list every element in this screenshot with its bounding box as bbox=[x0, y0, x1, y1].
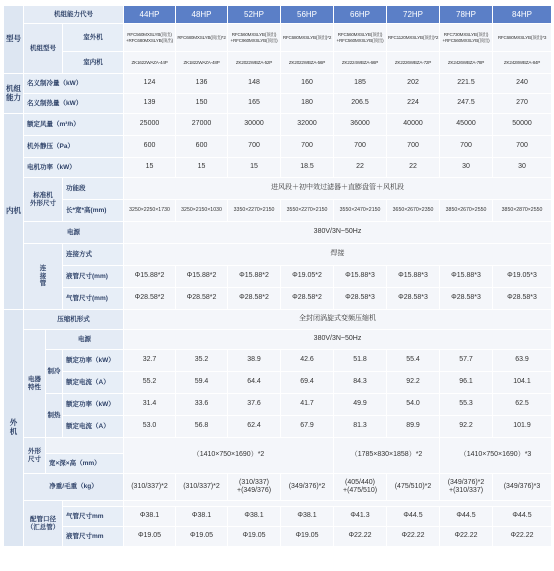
indoor-gas-value: Φ28.58*3 bbox=[440, 288, 493, 310]
heat-current-label: 额定电流（A） bbox=[63, 416, 124, 438]
heating-capacity-value: 150 bbox=[176, 94, 228, 114]
cool-current-value: 59.4 bbox=[176, 372, 228, 394]
indoor-power-label: 电源 bbox=[24, 222, 124, 244]
indoor-gas-label: 气管尺寸(mm) bbox=[63, 288, 124, 310]
pipe-group-label: 连 接 管 bbox=[24, 244, 63, 310]
indoor-liquid-value: Φ15.88*2 bbox=[124, 266, 176, 288]
dims-row bbox=[4, 200, 552, 222]
outdoor-gas-value: Φ38.1 bbox=[176, 507, 228, 527]
outdoor-gas-value: Φ41.3 bbox=[334, 507, 387, 527]
section-model: 型号 bbox=[4, 6, 24, 74]
indoor-gas-value: Φ28.58*3 bbox=[334, 288, 387, 310]
heat-current-value: 62.4 bbox=[228, 416, 281, 438]
elec-label: 电器 特性 bbox=[24, 330, 46, 438]
weight-value: (349/376)*3 bbox=[493, 474, 552, 501]
outdoor-liquid-row bbox=[4, 527, 552, 547]
cool-current-value: 55.2 bbox=[124, 372, 176, 394]
size-label: 外形 尺寸 bbox=[24, 438, 46, 474]
function-row bbox=[4, 178, 552, 200]
outdoor-gas-value: Φ44.5 bbox=[387, 507, 440, 527]
weight-value: (349/376)*2 bbox=[281, 474, 334, 501]
section-indoor: 内机 bbox=[4, 114, 24, 310]
outdoor-gas-value: Φ38.1 bbox=[124, 507, 176, 527]
indoor-power-value: 380V/3N~50Hz bbox=[124, 222, 552, 244]
cooling-capacity-value: 148 bbox=[228, 74, 281, 94]
heat-power-value: 31.4 bbox=[124, 394, 176, 416]
section-capacity: 机组 能力 bbox=[4, 74, 24, 114]
weight-value: (475/510)*2 bbox=[387, 474, 440, 501]
size-top-row bbox=[4, 438, 552, 454]
size-dims-label: 宽×深×高（mm） bbox=[46, 454, 124, 474]
outdoor-liquid-value: Φ19.05 bbox=[124, 527, 176, 547]
heat-power-value: 55.3 bbox=[440, 394, 493, 416]
pressure-value: 700 bbox=[493, 136, 552, 158]
weight-value: (310/337)*2 bbox=[124, 474, 176, 501]
indoor-liquid-value: Φ19.05*3 bbox=[493, 266, 552, 288]
pressure-value: 600 bbox=[124, 136, 176, 158]
cool-current-value: 64.4 bbox=[228, 372, 281, 394]
connection-label: 连接方式 bbox=[63, 244, 124, 266]
outdoor-liquid-value: Φ19.05 bbox=[176, 527, 228, 547]
heating-capacity-value: 139 bbox=[124, 94, 176, 114]
spec-table bbox=[3, 5, 552, 547]
motor-value: 22 bbox=[334, 158, 387, 178]
indoor-model: ZK2022WBZA-52P bbox=[228, 52, 281, 74]
motor-row bbox=[4, 158, 552, 178]
cool-current-value: 84.3 bbox=[334, 372, 387, 394]
cool-power-value: 32.7 bbox=[124, 350, 176, 372]
indoor-gas-value: Φ28.58*2 bbox=[281, 288, 334, 310]
pressure-value: 700 bbox=[387, 136, 440, 158]
heat-current-value: 92.2 bbox=[440, 416, 493, 438]
header-row bbox=[4, 6, 552, 24]
function-value: 进风段＋初中效过滤器＋直膨盘管＋风机段 bbox=[124, 178, 552, 200]
indoor-gas-value: Φ28.58*2 bbox=[176, 288, 228, 310]
outdoor-model: RFC680MXSLYB(顶出)*2 bbox=[281, 24, 334, 52]
outdoor-gas-value: Φ38.1 bbox=[281, 507, 334, 527]
heating-label: 制热 bbox=[46, 394, 63, 438]
indoor-model: ZK2224WBZA-66P bbox=[334, 52, 387, 74]
airflow-value: 36000 bbox=[334, 114, 387, 136]
indoor-gas-value: Φ28.58*2 bbox=[228, 288, 281, 310]
indoor-liquid-label: 液管尺寸(mm) bbox=[63, 266, 124, 288]
capacity-code: 78HP bbox=[440, 6, 493, 24]
weight-row bbox=[4, 474, 552, 501]
dims-label: 长*宽*高(mm) bbox=[63, 200, 124, 222]
indoor-liquid-value: Φ15.88*3 bbox=[334, 266, 387, 288]
section-outdoor: 外 机 bbox=[4, 310, 24, 547]
outdoor-gas-value: Φ38.1 bbox=[228, 507, 281, 527]
function-label: 功能段 bbox=[63, 178, 124, 200]
pressure-value: 700 bbox=[440, 136, 493, 158]
cool-power-value: 38.9 bbox=[228, 350, 281, 372]
outdoor-liquid-value: Φ19.05 bbox=[228, 527, 281, 547]
motor-label: 电机功率（kW） bbox=[24, 158, 124, 178]
indoor-gas-value: Φ28.58*3 bbox=[493, 288, 552, 310]
cool-power-value: 51.8 bbox=[334, 350, 387, 372]
cool-current-value: 96.1 bbox=[440, 372, 493, 394]
airflow-row bbox=[4, 114, 552, 136]
capacity-code: 52HP bbox=[228, 6, 281, 24]
dims-value: 3850×2870×2550 bbox=[493, 200, 552, 222]
airflow-label: 额定风量（m³/h） bbox=[24, 114, 124, 136]
std-cabinet-label: 标准机 外形尺寸 bbox=[24, 178, 63, 222]
indoor-liquid-value: Φ15.88*2 bbox=[228, 266, 281, 288]
heat-current-value: 89.9 bbox=[387, 416, 440, 438]
outdoor-gas-row bbox=[4, 507, 552, 527]
indoor-liquid-value: Φ15.88*3 bbox=[440, 266, 493, 288]
airflow-value: 45000 bbox=[440, 114, 493, 136]
capacity-code: 84HP bbox=[493, 6, 552, 24]
cool-power-value: 55.4 bbox=[387, 350, 440, 372]
pressure-value: 700 bbox=[334, 136, 387, 158]
heating-capacity-value: 270 bbox=[493, 94, 552, 114]
cool-current-row bbox=[4, 372, 552, 394]
dims-value: 3650×2670×2350 bbox=[387, 200, 440, 222]
indoor-model: ZK2426WBZA-78P bbox=[440, 52, 493, 74]
outdoor-model: RFC560MXSLYB(顶出) +RFC560MXSLYB(顶出) bbox=[334, 24, 387, 52]
heat-power-value: 62.5 bbox=[493, 394, 552, 416]
cool-power-label: 额定功率（kW） bbox=[63, 350, 124, 372]
heating-capacity-row bbox=[4, 94, 552, 114]
motor-value: 15 bbox=[124, 158, 176, 178]
airflow-value: 32000 bbox=[281, 114, 334, 136]
indoor-model-label: 室内机 bbox=[63, 52, 124, 74]
outdoor-power-row bbox=[4, 330, 552, 350]
airflow-value: 27000 bbox=[176, 114, 228, 136]
heat-current-value: 53.0 bbox=[124, 416, 176, 438]
outdoor-model: RFC560MXSLYB(顶出) +RFC680MXSLYB(顶出) bbox=[124, 24, 176, 52]
weight-value: (310/337)*2 bbox=[176, 474, 228, 501]
motor-value: 18.5 bbox=[281, 158, 334, 178]
indoor-gas-value: Φ28.58*3 bbox=[387, 288, 440, 310]
cooling-capacity-value: 221.5 bbox=[440, 74, 493, 94]
outdoor-model: RFC560MXSLYB(顶出) +RFC960MXSLYB(顶出) bbox=[228, 24, 281, 52]
heat-current-value: 67.9 bbox=[281, 416, 334, 438]
heat-power-value: 33.6 bbox=[176, 394, 228, 416]
outdoor-liquid-value: Φ22.22 bbox=[334, 527, 387, 547]
indoor-model: ZK2428WBZA-84P bbox=[493, 52, 552, 74]
cooling-capacity-value: 136 bbox=[176, 74, 228, 94]
airflow-value: 40000 bbox=[387, 114, 440, 136]
indoor-model: ZK1622WAZA-44P bbox=[124, 52, 176, 74]
indoor-liquid-value: Φ19.05*2 bbox=[281, 266, 334, 288]
dims-value: 3550×2470×2150 bbox=[334, 200, 387, 222]
outdoor-gas-value: Φ44.5 bbox=[440, 507, 493, 527]
cool-current-value: 104.1 bbox=[493, 372, 552, 394]
heat-power-value: 37.6 bbox=[228, 394, 281, 416]
capacity-code: 56HP bbox=[281, 6, 334, 24]
indoor-model: ZK2226WBZA-72P bbox=[387, 52, 440, 74]
pressure-value: 700 bbox=[228, 136, 281, 158]
outdoor-model: RFC680MXSLYB(顶出)*2 bbox=[176, 24, 228, 52]
compressor-value: 全封闭涡旋式变频压缩机 bbox=[124, 310, 552, 330]
heat-power-label: 额定功率（kW） bbox=[63, 394, 124, 416]
compressor-row bbox=[4, 310, 552, 330]
capacity-code-label: 机组能力代号 bbox=[24, 6, 124, 24]
outdoor-gas-value: Φ44.5 bbox=[493, 507, 552, 527]
connection-value: 焊接 bbox=[124, 244, 552, 266]
outdoor-liquid-value: Φ22.22 bbox=[387, 527, 440, 547]
indoor-liquid-value: Φ15.88*2 bbox=[176, 266, 228, 288]
airflow-value: 30000 bbox=[228, 114, 281, 136]
capacity-code: 72HP bbox=[387, 6, 440, 24]
airflow-value: 50000 bbox=[493, 114, 552, 136]
heating-capacity-value: 224 bbox=[387, 94, 440, 114]
pressure-value: 600 bbox=[176, 136, 228, 158]
capacity-code: 44HP bbox=[124, 6, 176, 24]
connection-row bbox=[4, 244, 552, 266]
indoor-model: ZK1822WAZA-48P bbox=[176, 52, 228, 74]
dims-value: 3350×2270×2150 bbox=[228, 200, 281, 222]
dims-value: 3250×2150×1030 bbox=[176, 200, 228, 222]
outdoor-model-label: 室外机 bbox=[63, 24, 124, 52]
dims-value: 3550×2270×2150 bbox=[281, 200, 334, 222]
size-value-b: （1785×830×1858）*2 bbox=[334, 438, 440, 474]
indoor-gas-value: Φ28.58*2 bbox=[124, 288, 176, 310]
cooling-capacity-row bbox=[4, 74, 552, 94]
cool-current-value: 69.4 bbox=[281, 372, 334, 394]
model-group-label: 机组型号 bbox=[24, 24, 63, 74]
weight-value: (310/337) +(349/376) bbox=[228, 474, 281, 501]
heat-power-value: 54.0 bbox=[387, 394, 440, 416]
indoor-gas-row bbox=[4, 288, 552, 310]
outdoor-liquid-value: Φ22.22 bbox=[493, 527, 552, 547]
cool-current-value: 92.2 bbox=[387, 372, 440, 394]
outdoor-liquid-label: 液管尺寸mm bbox=[63, 527, 124, 547]
outdoor-liquid-value: Φ19.05 bbox=[281, 527, 334, 547]
outdoor-power-value: 380V/3N~50Hz bbox=[124, 330, 552, 350]
airflow-value: 25000 bbox=[124, 114, 176, 136]
cool-power-value: 63.9 bbox=[493, 350, 552, 372]
heat-current-value: 56.8 bbox=[176, 416, 228, 438]
motor-value: 15 bbox=[176, 158, 228, 178]
cooling-capacity-value: 124 bbox=[124, 74, 176, 94]
indoor-model: ZK2022WBZA-56P bbox=[281, 52, 334, 74]
indoor-liquid-row bbox=[4, 266, 552, 288]
capacity-code: 66HP bbox=[334, 6, 387, 24]
outdoor-gas-label: 气管尺寸mm bbox=[63, 507, 124, 527]
size-value-a: （1410×750×1690）*2 bbox=[124, 438, 334, 474]
cool-power-value: 57.7 bbox=[440, 350, 493, 372]
pressure-row bbox=[4, 136, 552, 158]
motor-value: 30 bbox=[493, 158, 552, 178]
outdoor-power-label: 电源 bbox=[46, 330, 124, 350]
cool-power-row bbox=[4, 350, 552, 372]
cooling-capacity-value: 202 bbox=[387, 74, 440, 94]
outdoor-model: RFC1120MXSLYB(顶出)*2 bbox=[387, 24, 440, 52]
cool-current-label: 额定电流（A） bbox=[63, 372, 124, 394]
cooling-capacity-value: 185 bbox=[334, 74, 387, 94]
cooling-label: 制冷 bbox=[46, 350, 63, 394]
indoor-power-row bbox=[4, 222, 552, 244]
weight-label: 净重/毛重（kg） bbox=[24, 474, 124, 501]
heat-current-row bbox=[4, 416, 552, 438]
cool-power-value: 35.2 bbox=[176, 350, 228, 372]
heat-power-value: 41.7 bbox=[281, 394, 334, 416]
heating-capacity-value: 206.5 bbox=[334, 94, 387, 114]
weight-value: (405/440) +(475/510) bbox=[334, 474, 387, 501]
cooling-capacity-value: 160 bbox=[281, 74, 334, 94]
outdoor-model-row bbox=[4, 24, 552, 52]
pipe-label: 配管口径 （汇总管） bbox=[24, 501, 63, 547]
heating-capacity-label: 名义制热量（kW） bbox=[24, 94, 124, 114]
heat-power-row bbox=[4, 394, 552, 416]
cool-power-value: 42.6 bbox=[281, 350, 334, 372]
indoor-model-row bbox=[4, 52, 552, 74]
heat-power-value: 49.9 bbox=[334, 394, 387, 416]
pressure-value: 700 bbox=[281, 136, 334, 158]
heat-current-value: 101.9 bbox=[493, 416, 552, 438]
compressor-label: 压缩机形式 bbox=[24, 310, 124, 330]
heat-current-value: 81.3 bbox=[334, 416, 387, 438]
motor-value: 22 bbox=[387, 158, 440, 178]
cooling-capacity-label: 名义制冷量（kW） bbox=[24, 74, 124, 94]
outdoor-model: RFC680MXSLYB(顶出)*3 bbox=[493, 24, 552, 52]
dims-value: 3250×2250×1730 bbox=[124, 200, 176, 222]
motor-value: 15 bbox=[228, 158, 281, 178]
outdoor-model: RFC730MXSLYB(顶出) +RFC560MXSLYB(顶出) bbox=[440, 24, 493, 52]
outdoor-liquid-value: Φ22.22 bbox=[440, 527, 493, 547]
size-value-c: （1410×750×1690）*3 bbox=[440, 438, 552, 474]
indoor-liquid-value: Φ15.88*3 bbox=[387, 266, 440, 288]
cooling-capacity-value: 240 bbox=[493, 74, 552, 94]
heating-capacity-value: 247.5 bbox=[440, 94, 493, 114]
dims-value: 3850×2670×2550 bbox=[440, 200, 493, 222]
motor-value: 30 bbox=[440, 158, 493, 178]
weight-value: (349/376)*2 +(310/337) bbox=[440, 474, 493, 501]
heating-capacity-value: 180 bbox=[281, 94, 334, 114]
capacity-code: 48HP bbox=[176, 6, 228, 24]
heating-capacity-value: 165 bbox=[228, 94, 281, 114]
pressure-label: 机外静压（Pa） bbox=[24, 136, 124, 158]
